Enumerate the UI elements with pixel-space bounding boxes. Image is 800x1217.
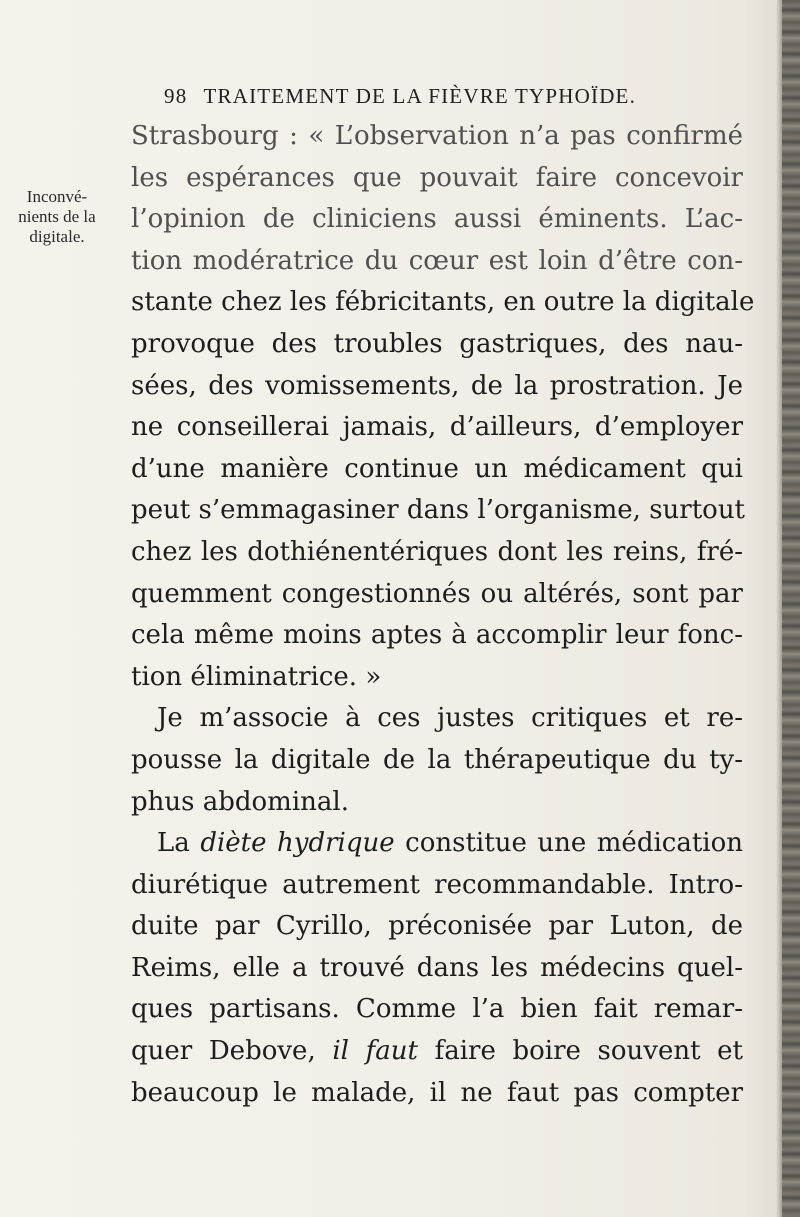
text-run: phus abdominal. xyxy=(131,786,349,817)
text-run: stante chez les fébricitants, en outre la digitale xyxy=(131,287,755,318)
text-line xyxy=(131,615,743,657)
text-line xyxy=(131,1031,743,1073)
text-run: Je m’associe à ces justes critiques et re- xyxy=(157,703,743,734)
text-line xyxy=(131,1073,743,1115)
book-spine-edge xyxy=(782,0,800,1217)
text-run: Reims, elle a trouvé dans les médecins quel- xyxy=(131,952,743,983)
running-head xyxy=(164,84,684,109)
running-head-title: TRAITEMENT DE LA FIÈVRE TYPHOÏDE. xyxy=(203,84,637,108)
text-line xyxy=(131,282,755,324)
text-line xyxy=(131,865,743,907)
text-run: cela même moins aptes à accomplir leur fonc- xyxy=(131,620,743,651)
text-run: tion éliminatrice. » xyxy=(131,661,382,692)
text-line xyxy=(131,989,743,1031)
text-line xyxy=(131,657,743,699)
text-run: pousse la digitale de la thérapeutique du ty- xyxy=(131,744,743,775)
text-line xyxy=(131,241,743,283)
text-run: d’une manière continue un médicament qui xyxy=(131,453,743,484)
text-line xyxy=(131,574,743,616)
italic-phrase: diète hydrique xyxy=(200,828,395,859)
body-text xyxy=(131,116,755,1114)
text-line xyxy=(131,366,743,408)
text-run: ques partisans. Comme l’a bien fait remar- xyxy=(131,994,743,1025)
text-line xyxy=(131,158,743,200)
text-run: quemment congestionnés ou altérés, sont par xyxy=(131,578,743,609)
text-run: provoque des troubles gastriques, des nau- xyxy=(131,328,743,359)
text-line xyxy=(131,906,743,948)
text-run: sées, des vomissements, de la prostration. Je xyxy=(131,370,743,401)
text-run: tion modératrice du cœur est loin d’être con- xyxy=(131,245,743,276)
margin-note xyxy=(16,187,98,247)
text-line xyxy=(131,782,743,824)
text-line xyxy=(131,740,743,782)
text-line xyxy=(131,948,743,990)
text-run: faire boire souvent et xyxy=(417,1036,743,1067)
text-run: diurétique autrement recommandable. Intro- xyxy=(131,869,743,900)
text-line xyxy=(131,324,743,366)
margin-note-line: digitale. xyxy=(29,227,85,246)
text-run: quer Debove, xyxy=(131,1036,333,1067)
margin-note-line: Inconvé- xyxy=(26,187,88,206)
margin-note-line: nients de la xyxy=(18,207,96,226)
text-run: Strasbourg : « L’observation n’a pas confirmé xyxy=(131,121,743,151)
text-run: les espérances que pouvait faire concevoir xyxy=(131,162,743,193)
text-line xyxy=(131,199,743,241)
text-run: peut s’emmagasiner dans l’organisme, surtout xyxy=(131,495,746,526)
text-run: l’opinion de cliniciens aussi éminents. L’ac- xyxy=(131,204,743,235)
text-line xyxy=(131,532,743,574)
text-run: duite par Cyrillo, préconisée par Luton, de xyxy=(131,911,743,942)
text-line xyxy=(131,449,743,491)
text-run: chez les dothiénentériques dont les reins, fré- xyxy=(131,536,743,567)
text-line xyxy=(131,490,746,532)
text-run: constitue une médication xyxy=(394,828,744,859)
text-run: La xyxy=(157,828,201,859)
text-run: ne conseillerai jamais, d’ailleurs, d’employer xyxy=(131,412,743,443)
page-number: 98 xyxy=(164,84,188,108)
text-line xyxy=(131,698,743,740)
italic-phrase: il faut xyxy=(332,1036,418,1067)
text-line xyxy=(131,407,743,449)
text-line xyxy=(131,823,743,865)
text-run: beaucoup le malade, il ne faut pas compter xyxy=(131,1077,743,1108)
text-line xyxy=(131,116,743,158)
